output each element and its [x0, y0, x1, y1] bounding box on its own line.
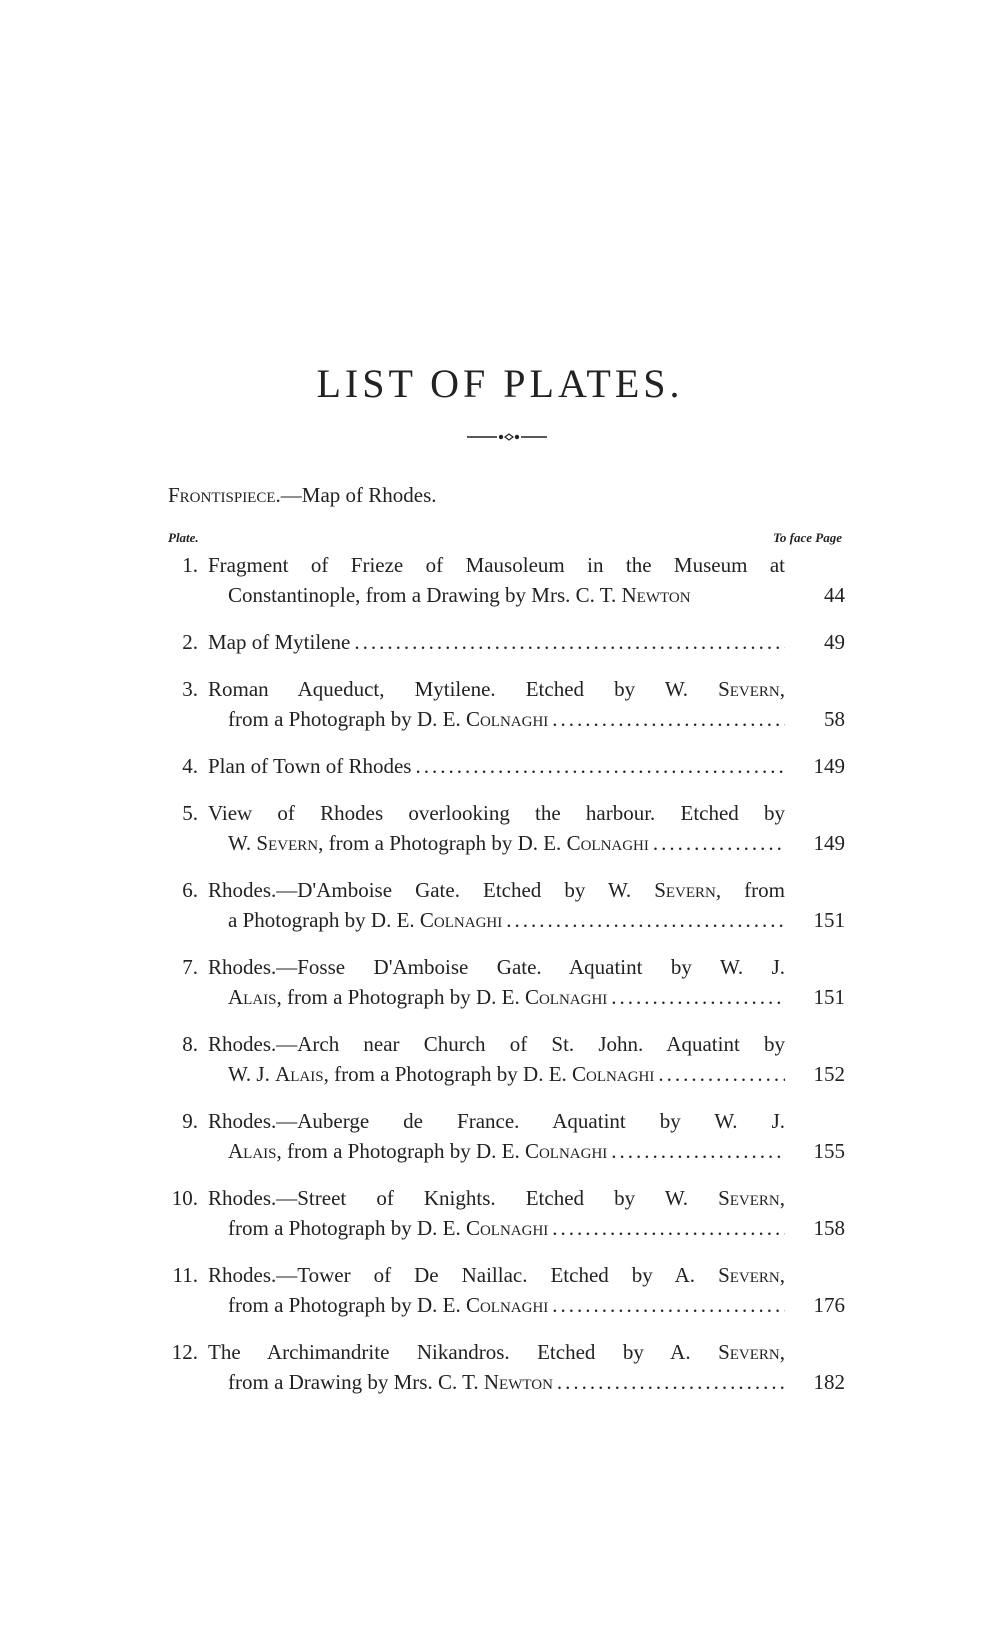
plate-number: 10.: [171, 1186, 198, 1210]
plate-number: 6.: [182, 878, 198, 902]
plate-page-number: 176: [813, 1293, 845, 1317]
plate-number: 5.: [182, 801, 198, 825]
plate-page-number: 44: [824, 583, 845, 607]
plate-entry: [160, 952, 845, 1012]
plate-page-number: 151: [813, 908, 845, 932]
dot-leader: [557, 1367, 785, 1397]
frontispiece-label: Frontispiece: [168, 483, 276, 507]
plate-caption: Map of Mytilene: [208, 630, 351, 654]
dot-leader: [552, 1290, 785, 1320]
plate-caption-cont: W. J. Alais, from a Photograph by D. E. Colnaghi: [228, 1062, 655, 1086]
plate-entry: [160, 798, 845, 858]
frontispiece-text: .—Map of Rhodes.: [275, 483, 437, 507]
plate-page-number: 49: [824, 630, 845, 654]
plate-caption-cont: from a Photograph by D. E. Colnaghi: [228, 1216, 549, 1240]
plate-number: 11.: [172, 1263, 198, 1287]
plate-entry: [160, 875, 845, 935]
ornament-divider-icon: [467, 433, 547, 441]
plate-caption-cont: Alais, from a Photograph by D. E. Colnaghi: [228, 985, 608, 1009]
plates-list: [160, 550, 845, 1414]
plate-page-number: 149: [813, 831, 845, 855]
page-title: LIST OF PLATES.: [316, 361, 684, 406]
plate-number: 1.: [182, 553, 198, 577]
plate-entry: [160, 1337, 845, 1397]
plate-caption-cont: from a Photograph by D. E. Colnaghi: [228, 707, 549, 731]
plate-number: 4.: [182, 754, 198, 778]
page-column-header: To face Page: [773, 530, 842, 545]
plate-number: 8.: [182, 1032, 198, 1056]
plate-page-number: 149: [813, 754, 845, 778]
plate-caption-cont: W. Severn, from a Photograph by D. E. Colnaghi: [228, 831, 649, 855]
plate-entry: [160, 550, 845, 610]
plate-entry: [160, 674, 845, 734]
plate-number: 2.: [182, 630, 198, 654]
plate-page-number: 58: [824, 707, 845, 731]
plate-caption: Rhodes.—Street of Knights. Etched by W. Severn,: [208, 1186, 785, 1210]
plate-caption: Rhodes.—Tower of De Naillac. Etched by A. Severn,: [208, 1263, 785, 1287]
plate-caption-cont: Constantinople, from a Drawing by Mrs. C. T. Newton: [228, 583, 691, 607]
plate-caption: Rhodes.—Auberge de France. Aquatint by W. J.: [208, 1109, 785, 1133]
dot-leader: [653, 828, 785, 858]
plate-entry: [160, 627, 845, 657]
plate-entry: [160, 751, 845, 781]
plate-number: 9.: [182, 1109, 198, 1133]
plate-caption: Roman Aqueduct, Mytilene. Etched by W. Severn,: [208, 677, 785, 701]
plate-entry: [160, 1260, 845, 1320]
plate-caption: Fragment of Frieze of Mausoleum in the Museum at: [208, 553, 785, 577]
plate-entry: [160, 1029, 845, 1089]
dot-leader: [354, 627, 785, 657]
plate-entry: [160, 1106, 845, 1166]
plate-caption: View of Rhodes overlooking the harbour. Etched by: [208, 801, 785, 825]
frontispiece-entry: [168, 483, 437, 508]
plate-caption-cont: a Photograph by D. E. Colnaghi: [228, 908, 503, 932]
dot-leader: [552, 704, 785, 734]
plate-caption: Rhodes.—Arch near Church of St. John. Aquatint by: [208, 1032, 785, 1056]
plate-caption: Rhodes.—D'Amboise Gate. Etched by W. Severn, from: [208, 878, 785, 902]
plate-number: 12.: [171, 1340, 198, 1364]
plate-caption-cont: Alais, from a Photograph by D. E. Colnaghi: [228, 1139, 608, 1163]
plate-page-number: 182: [813, 1370, 845, 1394]
dot-leader: [658, 1059, 785, 1089]
plate-caption: The Archimandrite Nikandros. Etched by A. Severn,: [208, 1340, 785, 1364]
plate-caption-cont: from a Photograph by D. E. Colnaghi: [228, 1293, 549, 1317]
plate-number: 3.: [182, 677, 198, 701]
plate-page-number: 151: [813, 985, 845, 1009]
dot-leader: [611, 982, 785, 1012]
plate-column-header: Plate.: [168, 530, 199, 545]
plate-page-number: 152: [813, 1062, 845, 1086]
plate-page-number: 155: [813, 1139, 845, 1163]
plate-number: 7.: [182, 955, 198, 979]
dot-leader: [552, 1213, 785, 1243]
plate-entry: [160, 1183, 845, 1243]
dot-leader: [506, 905, 785, 935]
plate-page-number: 158: [813, 1216, 845, 1240]
plate-caption: Plan of Town of Rhodes: [208, 754, 412, 778]
dot-leader: [415, 751, 785, 781]
plate-caption-cont: from a Drawing by Mrs. C. T. Newton: [228, 1370, 553, 1394]
dot-leader: [611, 1136, 785, 1166]
plate-caption: Rhodes.—Fosse D'Amboise Gate. Aquatint by W. J.: [208, 955, 785, 979]
